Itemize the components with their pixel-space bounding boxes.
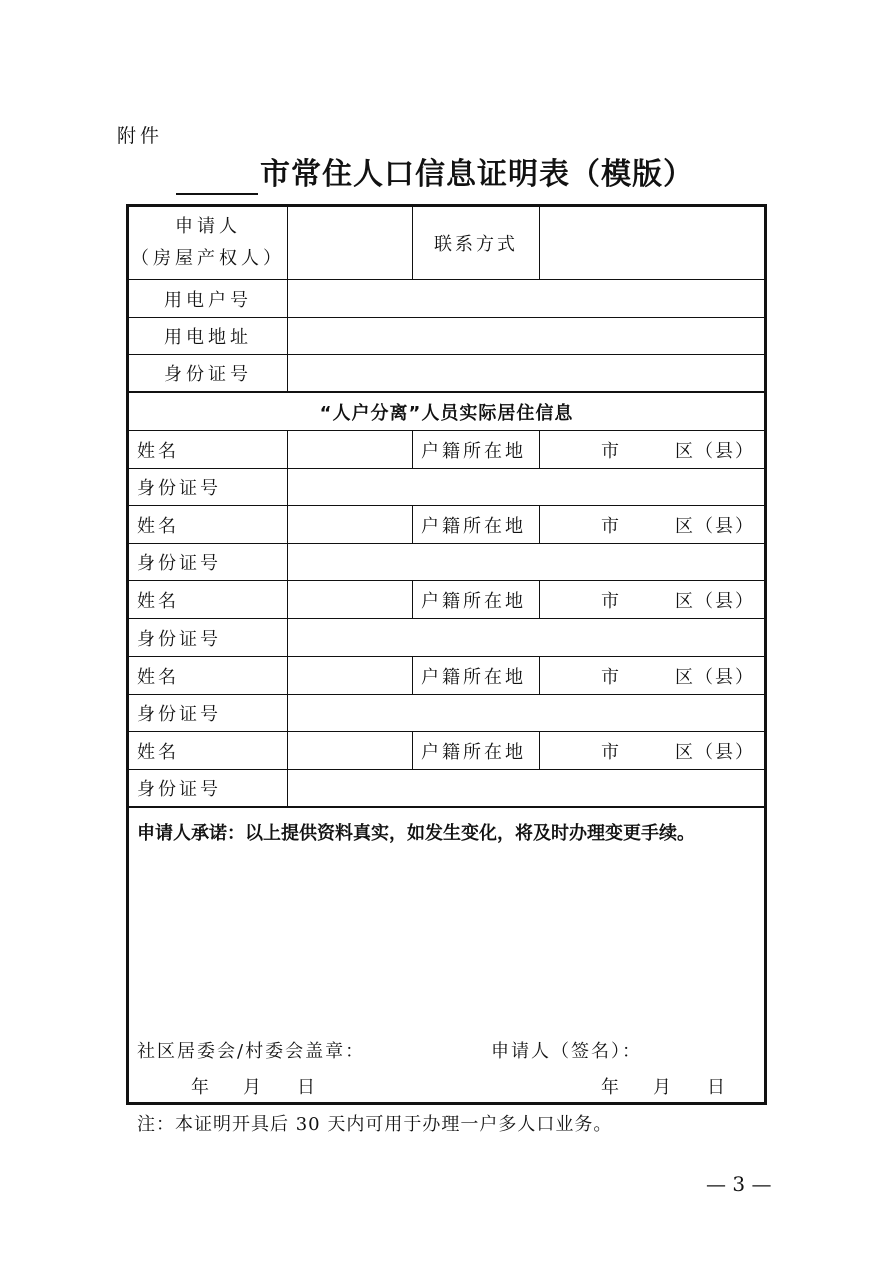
- resident-name-label: 姓名: [137, 515, 179, 537]
- household-label: 户籍所在地: [421, 590, 526, 612]
- signature-date-day: 日: [707, 1077, 725, 1098]
- resident-id-label: 身份证号: [137, 779, 221, 800]
- city-label: 市: [601, 440, 622, 462]
- resident-id-label: 身份证号: [137, 628, 221, 650]
- household-label: 户籍所在地: [421, 666, 526, 688]
- signature-date[interactable]: [601, 1073, 725, 1099]
- city-name-blank[interactable]: [176, 163, 258, 195]
- resident-name-field[interactable]: [288, 732, 412, 769]
- col-divider: [539, 505, 540, 543]
- applicant-name-field[interactable]: [288, 207, 412, 279]
- city-label: 市: [601, 590, 622, 612]
- col-divider: [539, 580, 540, 618]
- household-label: 户籍所在地: [421, 515, 526, 537]
- certificate-form: [126, 204, 767, 1105]
- district-label: 区（县）: [675, 666, 755, 688]
- resident-name-label: 姓名: [137, 741, 179, 763]
- power-account-label: 用电户号: [164, 289, 252, 311]
- resident-id-field[interactable]: [288, 619, 764, 656]
- applicant-id-label: 身份证号: [164, 364, 252, 385]
- signature-date-year: 年: [601, 1077, 619, 1098]
- page-title: 市常住人口信息证明表（模版）: [260, 157, 694, 192]
- resident-id-field[interactable]: [288, 770, 764, 806]
- attachment-label: 附件: [117, 125, 164, 147]
- city-label: 市: [601, 741, 622, 763]
- seal-label: 社区居委会/村委会盖章：: [137, 1041, 366, 1062]
- city-label: 市: [601, 515, 622, 537]
- seal-date-year: 年: [191, 1077, 209, 1098]
- resident-name-field[interactable]: [288, 506, 412, 543]
- district-label: 区（县）: [675, 741, 755, 763]
- signature-date-month: 月: [653, 1077, 671, 1098]
- contact-label: 联系方式: [434, 234, 518, 255]
- resident-name-field[interactable]: [288, 657, 412, 694]
- section-divider: [129, 806, 764, 808]
- resident-id-field[interactable]: [288, 544, 764, 580]
- power-address-label: 用电地址: [164, 327, 252, 348]
- resident-name-field[interactable]: [288, 431, 412, 468]
- resident-name-label: 姓名: [137, 440, 179, 462]
- col-divider: [539, 656, 540, 694]
- resident-name-label: 姓名: [137, 666, 179, 688]
- resident-name-label: 姓名: [137, 590, 179, 612]
- col-divider: [412, 731, 413, 769]
- footnote: 注：本证明开具后 30 天内可用于办理一户多人口业务。: [137, 1114, 613, 1135]
- resident-id-label: 身份证号: [137, 553, 221, 574]
- page-number: — 3 —: [706, 1172, 772, 1196]
- col-divider: [412, 656, 413, 694]
- applicant-promise: 申请人承诺：以上提供资料真实，如发生变化，将及时办理变更手续。: [137, 823, 695, 844]
- col-divider: [539, 731, 540, 769]
- title-block: [176, 155, 694, 195]
- district-label: 区（县）: [675, 440, 755, 462]
- household-label: 户籍所在地: [421, 440, 526, 462]
- col-divider: [412, 430, 413, 468]
- seal-date-day: 日: [297, 1077, 315, 1098]
- signature-label[interactable]: 申请人（签名）：: [491, 1041, 642, 1062]
- district-label: 区（县）: [675, 590, 755, 612]
- resident-id-field[interactable]: [288, 695, 764, 731]
- resident-id-label: 身份证号: [137, 704, 221, 725]
- applicant-id-field[interactable]: [288, 355, 764, 391]
- resident-id-label: 身份证号: [137, 478, 221, 499]
- col-divider: [412, 580, 413, 618]
- city-label: 市: [601, 666, 622, 688]
- resident-name-field[interactable]: [288, 581, 412, 618]
- household-label: 户籍所在地: [421, 741, 526, 763]
- applicant-label-line2: （房屋产权人）: [131, 248, 285, 269]
- applicant-label: [129, 207, 287, 279]
- seal-date-month: 月: [243, 1077, 261, 1098]
- resident-id-field[interactable]: [288, 469, 764, 505]
- power-account-field[interactable]: [288, 280, 764, 317]
- col-divider: [412, 505, 413, 543]
- power-address-field[interactable]: [288, 318, 764, 354]
- residents-section-header: “人户分离”人员实际居住信息: [319, 402, 574, 424]
- seal-date[interactable]: [191, 1073, 315, 1099]
- contact-field[interactable]: [540, 207, 764, 279]
- applicant-label-line1: 申请人: [175, 216, 241, 237]
- col-divider: [539, 430, 540, 468]
- district-label: 区（县）: [675, 515, 755, 537]
